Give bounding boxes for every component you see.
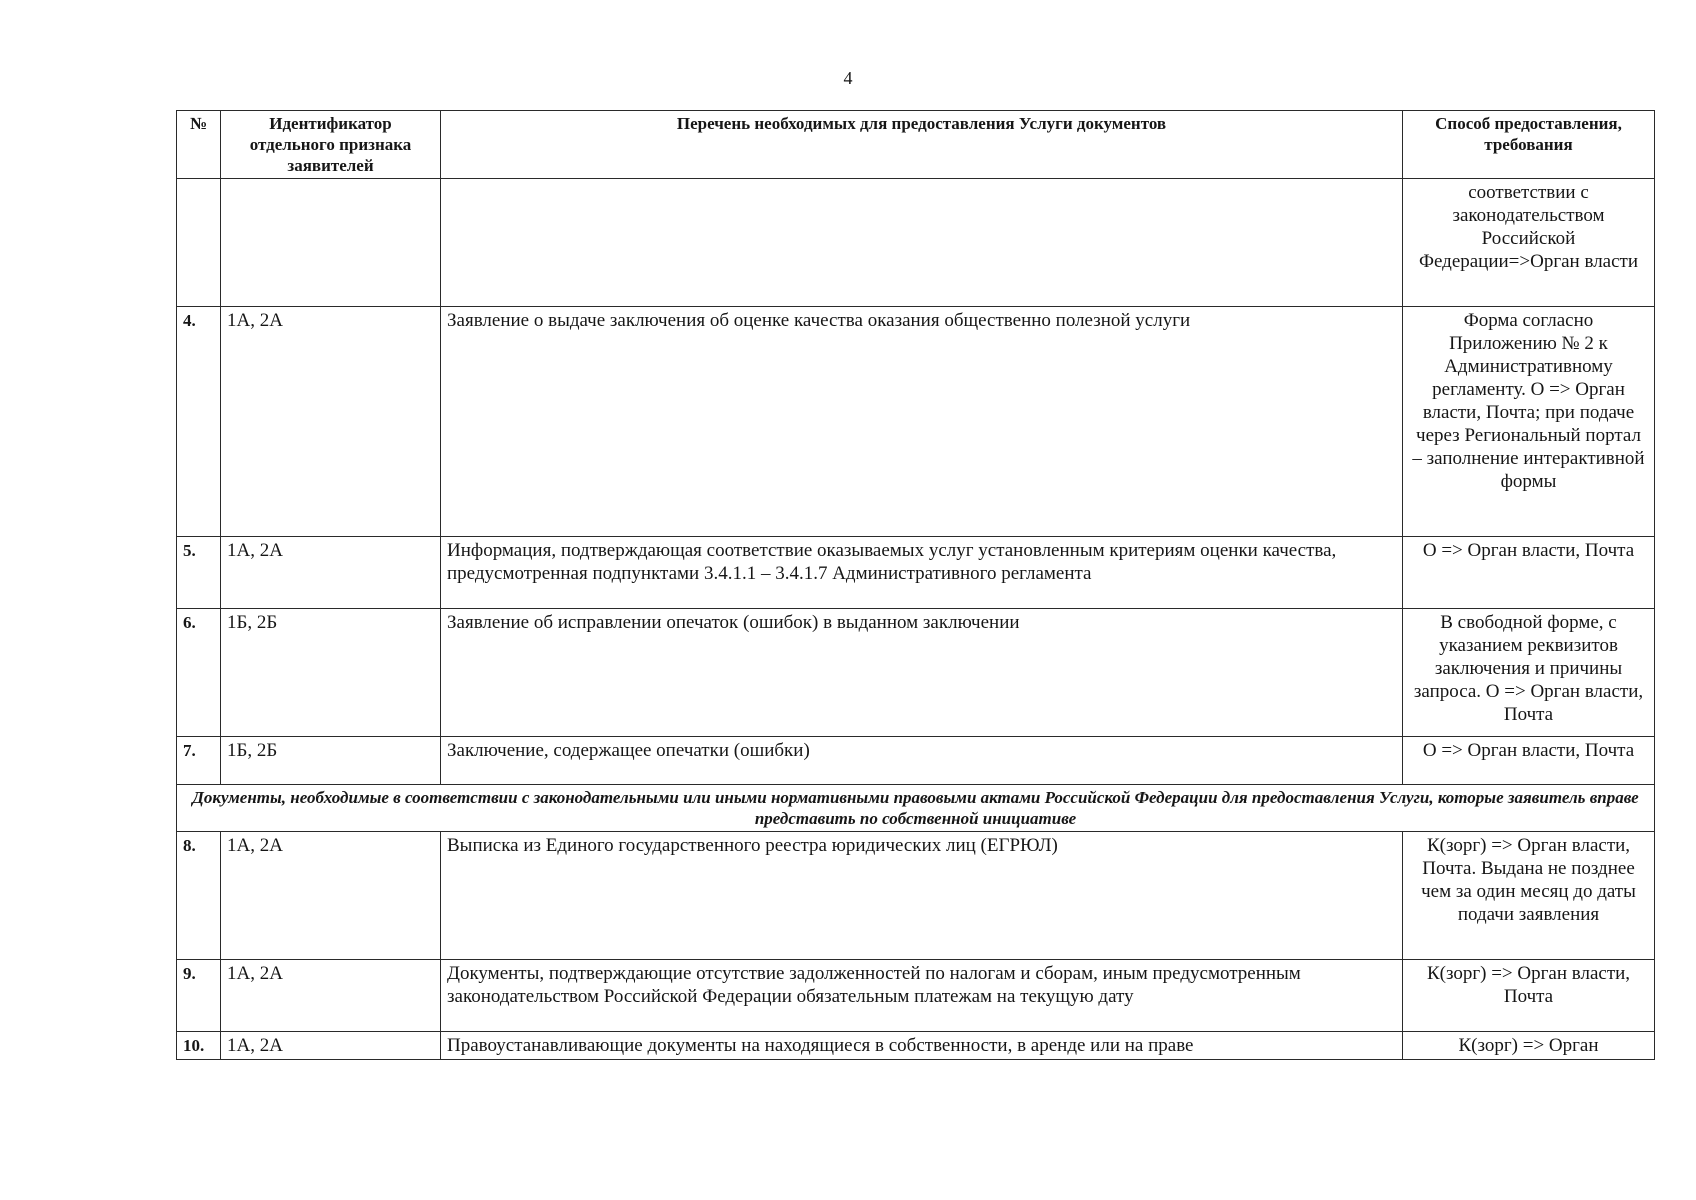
- row-document: Документы, подтверждающие отсутствие задолженностей по налогам и сборам, иным предусмотренным законодательством Российской Федерации обязательным платежам на текущую дату: [441, 960, 1403, 1032]
- row-method: В свободной форме, с указанием реквизитов заключения и причины запроса. О => Орган власти, Почта: [1403, 609, 1655, 737]
- section-title: Документы, необходимые в соответствии с законодательными или иными нормативными правовыми актами Российской Федерации для предоставления Услуги, которые заявитель вправе представить по собственной инициативе: [177, 785, 1655, 832]
- row-method: О => Орган власти, Почта: [1403, 537, 1655, 609]
- row-identifier: 1А, 2А: [221, 960, 441, 1032]
- row-identifier: 1А, 2А: [221, 832, 441, 960]
- row-identifier: 1Б, 2Б: [221, 737, 441, 785]
- row-document: Правоустанавливающие документы на находящиеся в собственности, в аренде или на праве: [441, 1032, 1403, 1060]
- row-method: О => Орган власти, Почта: [1403, 737, 1655, 785]
- documents-table: [176, 110, 1655, 1060]
- table-row: [177, 307, 1655, 537]
- table-row: [177, 960, 1655, 1032]
- row-number: 10.: [177, 1032, 221, 1060]
- row-method: К(зорг) => Орган власти, Почта: [1403, 960, 1655, 1032]
- row-identifier: 1А, 2А: [221, 1032, 441, 1060]
- table-row: [177, 609, 1655, 737]
- row-document: Заявление об исправлении опечаток (ошибок) в выданном заключении: [441, 609, 1403, 737]
- header-documents: Перечень необходимых для предоставления Услуги документов: [441, 111, 1403, 179]
- row-number: 8.: [177, 832, 221, 960]
- row-identifier: 1Б, 2Б: [221, 609, 441, 737]
- row-number: 4.: [177, 307, 221, 537]
- row-identifier: 1А, 2А: [221, 307, 441, 537]
- row-number: 9.: [177, 960, 221, 1032]
- row-method: Форма согласно Приложению № 2 к Административному регламенту. О => Орган власти, Почта; при подаче через Региональный портал – заполнение интерактивной формы: [1403, 307, 1655, 537]
- continuation-row: [177, 179, 1655, 307]
- row-number: 6.: [177, 609, 221, 737]
- page-number: 4: [843, 68, 853, 88]
- table-row: [177, 832, 1655, 960]
- table-header-row: [177, 111, 1655, 179]
- table-row: [177, 737, 1655, 785]
- row-method: К(зорг) => Орган: [1403, 1032, 1655, 1060]
- row-number: 7.: [177, 737, 221, 785]
- row-document: Заключение, содержащее опечатки (ошибки): [441, 737, 1403, 785]
- row-document: Информация, подтверждающая соответствие оказываемых услуг установленным критериям оценки качества, предусмотренная подпунктами 3.4.1.1 – 3.4.1.7 Административного регламента: [441, 537, 1403, 609]
- row-method: К(зорг) => Орган власти, Почта. Выдана не позднее чем за один месяц до даты подачи заявления: [1403, 832, 1655, 960]
- table-row: [177, 1032, 1655, 1060]
- section-row: [177, 785, 1655, 832]
- continuation-method: соответствии с законодательством Российской Федерации=>Орган власти: [1403, 179, 1655, 307]
- header-method: Способ предоставления, требования: [1403, 111, 1655, 179]
- header-identifier: Идентификатор отдельного признака заявителей: [221, 111, 441, 179]
- row-identifier: 1А, 2А: [221, 537, 441, 609]
- row-number: 5.: [177, 537, 221, 609]
- row-document: Заявление о выдаче заключения об оценке качества оказания общественно полезной услуги: [441, 307, 1403, 537]
- table-row: [177, 537, 1655, 609]
- row-document: Выписка из Единого государственного реестра юридических лиц (ЕГРЮЛ): [441, 832, 1403, 960]
- header-num: №: [177, 111, 221, 179]
